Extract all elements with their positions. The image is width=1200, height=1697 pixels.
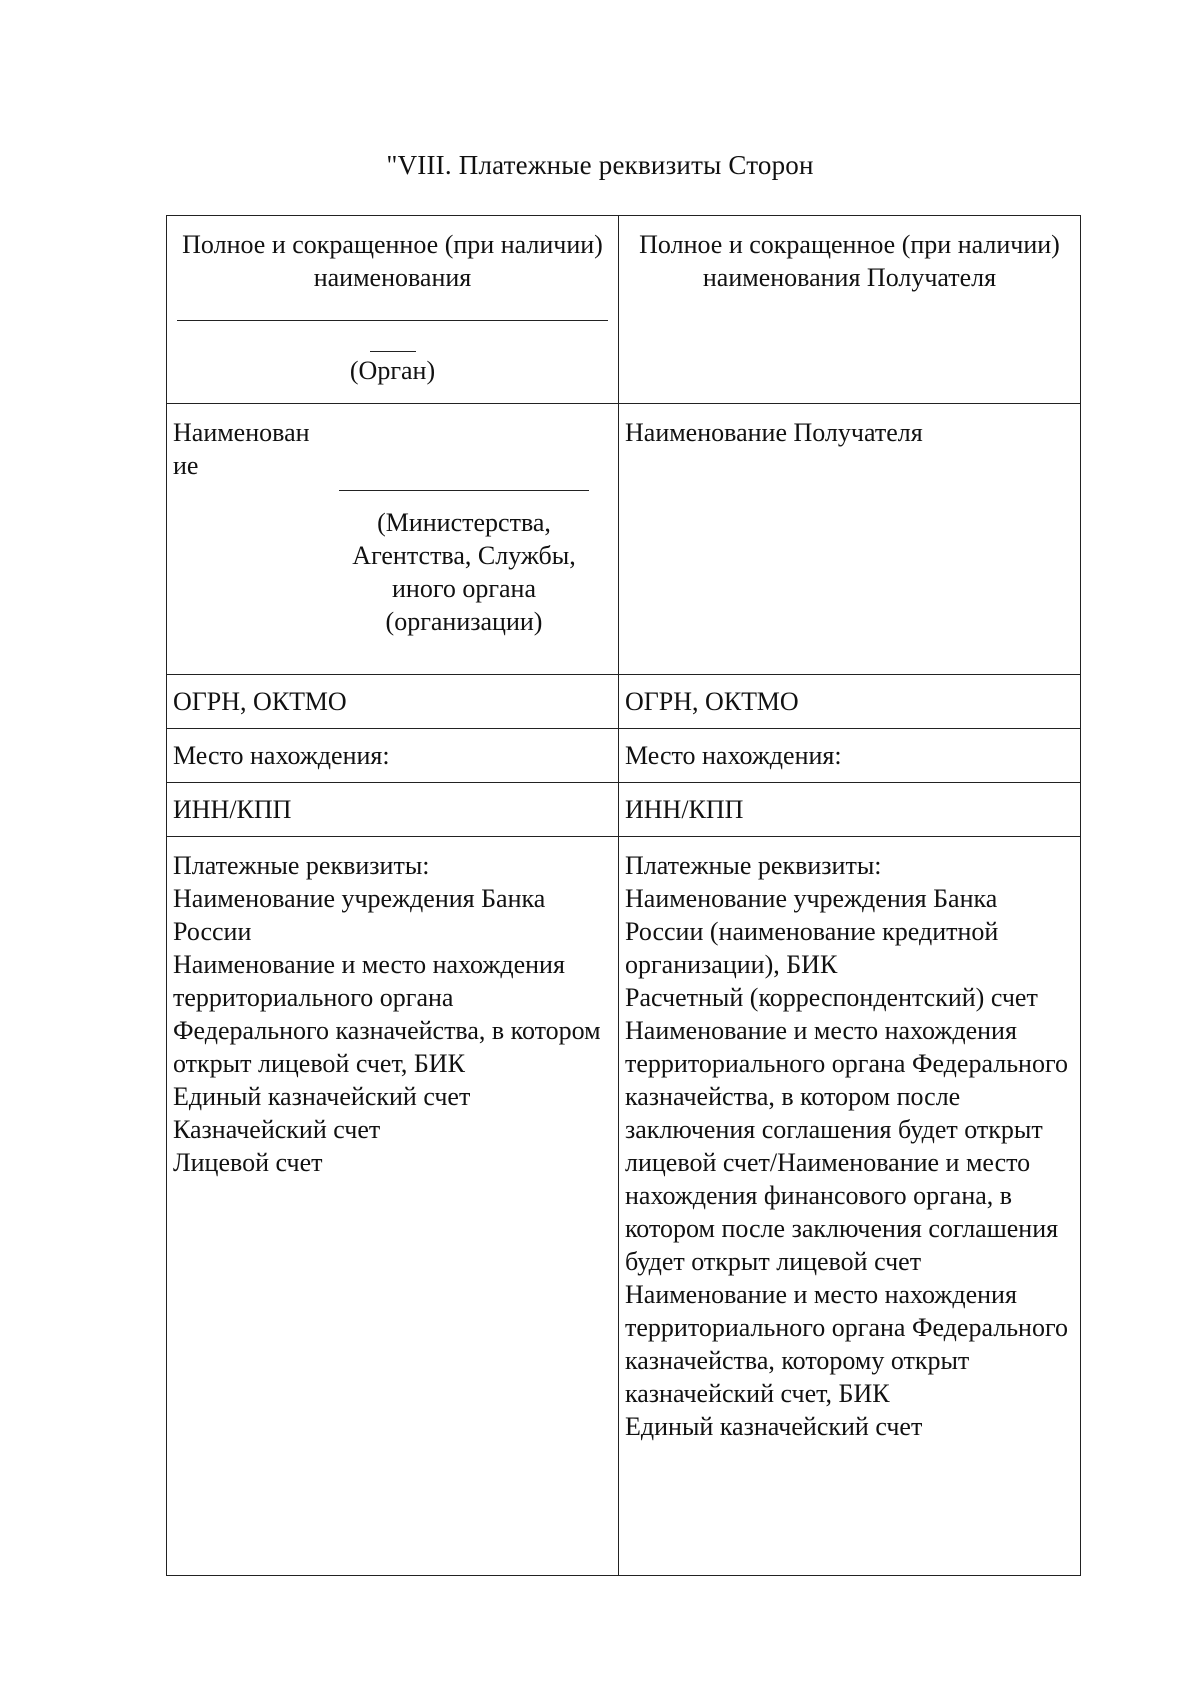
cell-location-left bbox=[167, 729, 619, 783]
recipient-name-heading: Полное и сокращенное (при наличии) наименования Получателя bbox=[639, 230, 1060, 292]
cell-inn-left bbox=[167, 783, 619, 837]
fill-in-line bbox=[339, 490, 589, 491]
cell-payment-details-left bbox=[167, 837, 619, 1576]
table-row bbox=[167, 783, 1081, 837]
cell-recipient-name-label bbox=[619, 404, 1081, 675]
organ-name-heading: Полное и сокращенное (при наличии) наименования bbox=[182, 230, 603, 292]
fill-in-line-short bbox=[370, 351, 416, 352]
cell-organ-name bbox=[167, 216, 619, 404]
inn-kpp-label: ИНН/КПП bbox=[625, 795, 744, 824]
cell-ministry-name bbox=[167, 404, 619, 675]
table-row bbox=[167, 837, 1081, 1576]
organ-caption: (Орган) bbox=[349, 356, 436, 385]
name-label: Наименование bbox=[173, 418, 310, 480]
ogrn-oktmo-label: ОГРН, ОКТМО bbox=[173, 687, 347, 716]
payment-details-table bbox=[166, 215, 1081, 1576]
table-row bbox=[167, 675, 1081, 729]
table-row bbox=[167, 404, 1081, 675]
ogrn-oktmo-label: ОГРН, ОКТМО bbox=[625, 687, 799, 716]
table-row bbox=[167, 216, 1081, 404]
cell-location-right bbox=[619, 729, 1081, 783]
payment-details-text: Платежные реквизиты: Наименование учреждения Банка России Наименование и место нахождения территориального органа Федерального казначейства, в котором открыт лицевой счет, БИК Единый казначейский счет Казначейский счет Лицевой счет bbox=[173, 851, 601, 1177]
cell-recipient-name bbox=[619, 216, 1081, 404]
section-title: "VIII. Платежные реквизиты Сторон bbox=[386, 150, 814, 180]
payment-details-text: Платежные реквизиты: Наименование учреждения Банка России (наименование кредитной организации), БИК Расчетный (корреспондентский) счет Наименование и место нахождения территориального органа Федерального казначейства, в котором после заключения соглашения будет открыт лицевой счет/Наименование и место нахождения финансового органа, в котором после заключения соглашения будет открыт лицевой счет Наименование и место нахождения территориального органа Федерального казначейства, которому открыт казначейский счет, БИК Единый казначейский счет bbox=[625, 851, 1068, 1441]
fill-in-line bbox=[177, 320, 608, 321]
ministry-caption: (Министерства, Агентства, Службы, иного органа (организации) bbox=[352, 508, 576, 636]
inn-kpp-label: ИНН/КПП bbox=[173, 795, 292, 824]
cell-payment-details-right bbox=[619, 837, 1081, 1576]
table-row bbox=[167, 729, 1081, 783]
cell-inn-right bbox=[619, 783, 1081, 837]
cell-ogrn-left bbox=[167, 675, 619, 729]
cell-ogrn-right bbox=[619, 675, 1081, 729]
location-label: Место нахождения: bbox=[625, 741, 842, 770]
recipient-name-label: Наименование Получателя bbox=[625, 418, 923, 447]
location-label: Место нахождения: bbox=[173, 741, 390, 770]
